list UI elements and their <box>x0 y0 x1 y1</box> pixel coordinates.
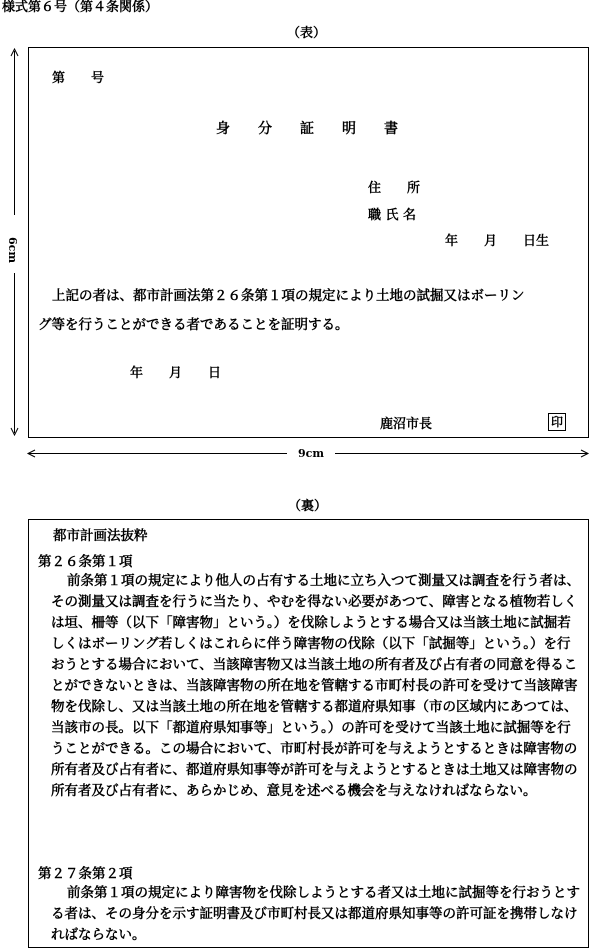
height-label: 6cm <box>6 237 19 263</box>
article-27-title: 第２７条第２項 <box>38 866 133 882</box>
number-label: 第 号 <box>52 71 105 86</box>
certificate-title: 身 分 証 明 書 <box>216 121 398 137</box>
certificate-body-line1: 上記の者は、都市計画法第２６条第１項の規定により土地の試掘又はボーリン <box>52 288 525 304</box>
article-26-title: 第２６条第１項 <box>38 554 133 570</box>
address-label: 住 所 <box>368 181 421 196</box>
article-26-text: 前条第１項の規定により他人の占有する土地に立ち入つて測量又は調査を行う者は、その測量又は調査を行うに当たり、やむを得ない必要があつて、障害となる植物若しくは垣、柵等（以下「障害物」という。）を伐除しようとする場合又は当該土地に試掘若しくはボーリング若しくはこれらに伴う障害物の伐除（以下「試掘等」という。）を行おうとする場合において、当該障害物又は当該土地の所有者及び占有者の同意を得ることができないときは、当該障害物の所在地を管轄する市町村長の許可を受けて当該障害物を伐除し、又は当該土地の所在地を管轄する都道府県知事（市の区域内にあつては、当該市の長。以下「都道府県知事等」という。）の許可を受けて当該土地に試掘等を行うことができる。この場合において、市町村長が許可を与えようとするときは障害物の所有者及び占有者に、都道府県知事等が許可を与えようとするときは土地又は障害物の所有者及び占有者に、あらかじめ、意見を述べる機会を与えなければならない。 <box>51 573 580 799</box>
width-label: 9cm <box>298 447 324 460</box>
issue-date-label: 年 月 日 <box>130 366 222 381</box>
position-name-label: 職 氏 名 <box>368 208 417 223</box>
issuer-label: 鹿沼市長 <box>380 417 433 432</box>
seal-mark: 印 <box>548 413 566 431</box>
article-27-text: 前条第１項の規定により障害物を伐除しようとする者又は土地に試掘等を行おうとする者は、その身分を示す証明書及び市町村長又は都道府県知事等の許可証を携帯しなければならない。 <box>51 885 580 943</box>
birth-date-label: 年 月 日生 <box>445 234 550 249</box>
form-label: 様式第６号（第４条関係） <box>2 0 159 15</box>
back-heading: （裏） <box>288 499 328 514</box>
excerpt-title: 都市計画法抜粋 <box>53 528 148 544</box>
certificate-body-line2: グ等を行うことができる者であることを証明する。 <box>38 317 349 333</box>
front-heading: （表） <box>287 26 327 41</box>
